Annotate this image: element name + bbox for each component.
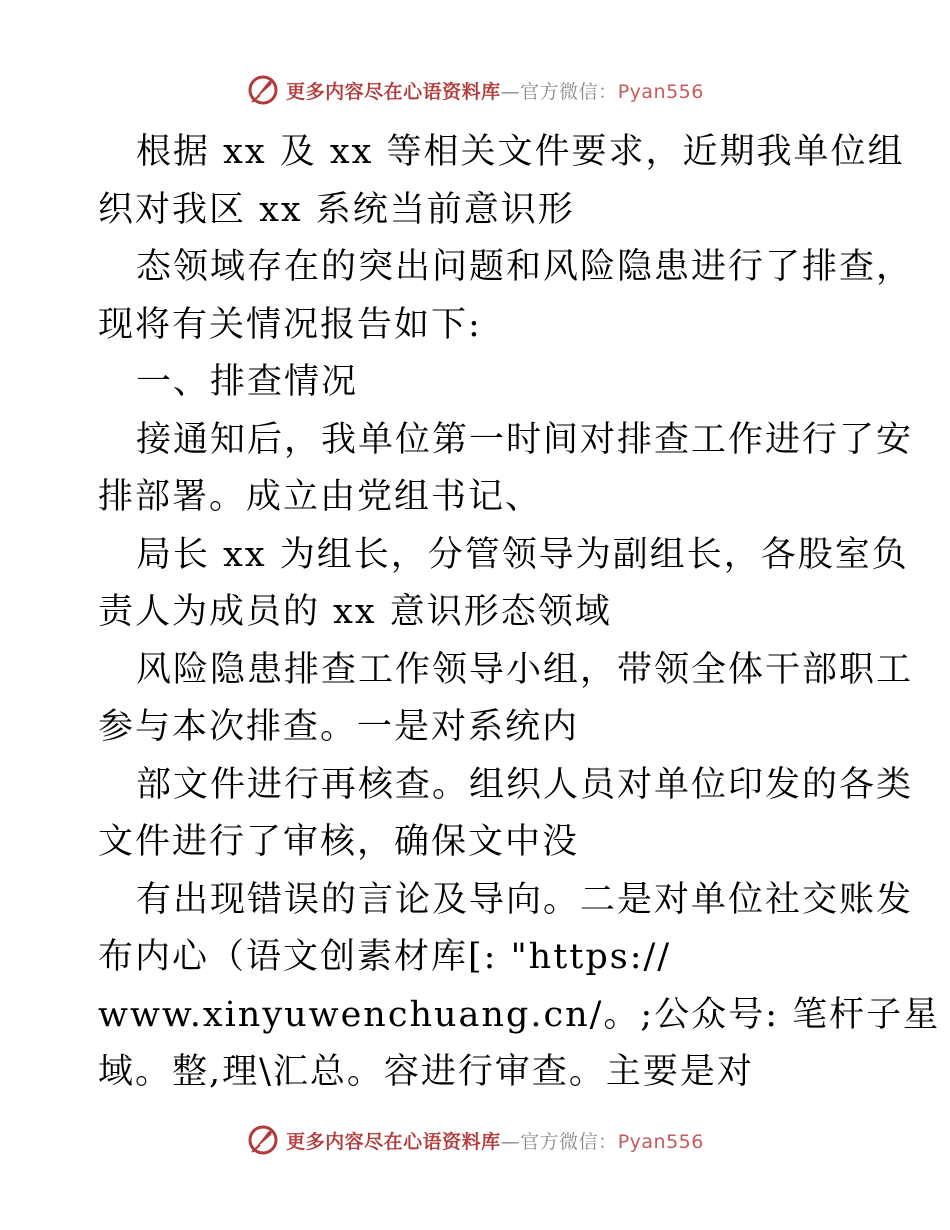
text-line: 态领域存在的突出问题和风险隐患进行了排查， (136, 247, 914, 287)
paragraph (98, 872, 941, 1102)
paragraph (98, 412, 914, 527)
text-line: 现将有关情况报告如下: (98, 304, 482, 345)
quill-logo-icon (246, 1123, 280, 1157)
footer-brand: 更多内容尽在心语资料库 (286, 1130, 501, 1153)
header-wechat-label: 官方微信： (520, 80, 618, 103)
header-banner (0, 70, 950, 110)
text-line: 接通知后，我单位第一时间对排查工作进行了安 (136, 419, 914, 460)
text-line: www.xinyuwenchuang.cn/。;公众号: 笔杆子星 (98, 994, 941, 1035)
paragraph (98, 527, 909, 642)
text-line: 文件进行了审核，确保文中没 (98, 822, 580, 862)
text-line: 布内心（语文创素材库[: "https:// (98, 937, 672, 977)
text-line: 有出现错误的言论及导向。二是对单位社交账发 (136, 879, 914, 920)
text-line: 排部署。成立由党组书记、 (98, 477, 543, 517)
header-text (286, 77, 704, 104)
footer-separator: — (500, 1130, 521, 1153)
header-brand: 更多内容尽在心语资料库 (286, 80, 501, 103)
document-body (98, 124, 941, 1102)
section-heading (98, 354, 858, 412)
text-line: 参与本次排查。一是对系统内 (98, 707, 580, 747)
footer-text (286, 1127, 704, 1154)
text-line: 域。整,理\汇总。容进行审查。主要是对 (98, 1052, 754, 1092)
paragraph (98, 124, 905, 239)
text-line: 根据 xx 及 xx 等相关文件要求，近期我单位组 (136, 132, 905, 172)
text-line: 织对我区 xx 系统当前意识形 (98, 189, 575, 230)
text-line: 风险隐患排查工作领导小组，带领全体干部职工 (136, 649, 914, 690)
paragraph (98, 239, 914, 354)
header-wechat-id: Pyan556 (617, 80, 704, 103)
paragraph (98, 757, 914, 872)
footer-wechat-label: 官方微信： (520, 1130, 618, 1153)
text-line: 局长 xx 为组长，分管领导为副组长，各股室负 (136, 534, 909, 575)
footer-wechat-id: Pyan556 (617, 1130, 704, 1153)
footer-banner (0, 1120, 950, 1160)
text-line: 责人为成员的 xx 意识形态领域 (98, 592, 612, 632)
paragraph (98, 642, 914, 757)
text-line: 部文件进行再核查。组织人员对单位印发的各类 (136, 764, 914, 805)
header-separator: — (500, 80, 521, 103)
quill-logo-icon (246, 73, 280, 107)
text-line: 一、排查情况 (136, 362, 359, 402)
